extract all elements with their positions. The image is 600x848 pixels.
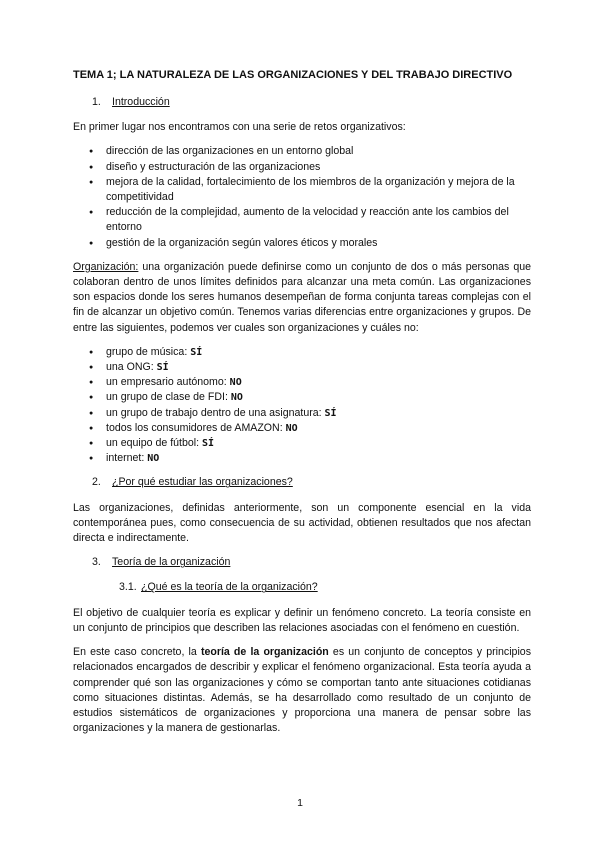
document-title: TEMA 1; LA NATURALEZA DE LAS ORGANIZACIONES Y DEL TRABAJO DIRECTIVO [73,69,513,81]
list-item: ● dirección de las organizaciones en un entorno global [73,144,531,159]
example-answer: SÍ [202,438,215,450]
why-paragraph: Las organizaciones, definidas anteriormente, son un componente esencial en la vida contemporánea pues, como consecuencia de su actividad, obtienen resultados que nos afectan directa e indirectamente. [73,501,531,545]
theory-p2-rest: es un conjunto de conceptos y principios relacionados encargados de describir y explicar el fenómeno organizacional. Esta teoría ayuda a comprender qué son las organizaciones y cómo se comportan tanto ante situaciones cotidianas como situaciones distintas. Además, se ha desarrollado como resultado de un conjunto de estudios sistemáticos de organizaciones y proporciona una manera de pensar sobre las organizaciones y la manera de gestionarlas. [73,646,531,735]
intro-lead: En primer lugar nos encontramos con una serie de retos organizativos: [73,121,406,134]
example-answer: SÍ [156,362,169,374]
example-label: una ONG: [106,361,157,374]
organization-definition-text: una organización puede definirse como un conjunto de dos o más personas que colaboran dentro de unos límites definidos para alcanzar una meta común. Las organizaciones son espacios donde los seres humanos desempeñan de forma conjunta tareas complejas con el fin de alcanzar un objetivo común. Tenemos varias diferencias entre organizaciones y grupos. De entre las siguientes, podemos ver cuales son organizaciones y cuáles no: [73,260,531,334]
examples-list [73,345,531,467]
example-answer: NO [147,453,160,465]
list-item [73,436,531,451]
example-answer: SÍ [324,407,337,419]
section-3-1-number: 3.1. [119,581,137,594]
theory-p2-start: En este caso concreto, la [73,646,201,659]
theory-paragraph-1: El objetivo de cualquier teoría es explicar y definir un fenómeno concreto. La teoría consiste en un conjunto de principios que describen las relaciones asociadas con el fenómeno en cuestión. [73,606,531,634]
list-item: ● diseño y estructuración de las organizaciones [73,160,531,175]
list-item: ● gestión de la organización según valores éticos y morales [73,236,531,251]
example-answer: SÍ [190,346,203,358]
example-label: un grupo de clase de FDI: [106,391,231,404]
list-item: ● reducción de la complejidad, aumento de la velocidad y reacción ante los cambios del entorno [73,205,531,235]
section-1-heading [73,95,531,110]
section-1-number: 1. [92,96,101,108]
list-item [73,406,531,421]
example-label: un grupo de trabajo dentro de una asignatura: [106,406,325,419]
section-2-title: ¿Por qué estudiar las organizaciones? [112,476,293,489]
list-item [73,360,531,375]
example-label: un equipo de fútbol: [106,437,203,450]
example-label: todos los consumidores de AMAZON: [106,421,286,434]
document-body [73,68,531,745]
section-3-number: 3. [92,556,101,569]
section-2-heading [73,475,531,490]
organization-definition [73,260,531,336]
list-item: ● mejora de la calidad, fortalecimiento de los miembros de la organización y mejora de la competitividad [73,175,531,205]
example-answer: NO [230,392,243,404]
list-item [73,345,531,360]
example-answer: NO [285,422,298,434]
example-label: grupo de música: [106,345,191,358]
challenges-list [73,144,531,250]
theory-paragraph-2 [73,645,531,736]
section-1-title: Introducción [112,96,170,108]
section-2-number: 2. [92,476,101,489]
list-item [73,375,531,390]
organization-term: Organización: [73,260,139,273]
list-item [73,390,531,405]
theory-term: teoría de la organización [200,646,329,659]
section-3-heading [73,555,531,570]
section-3-title: Teoría de la organización [112,556,231,569]
section-3-1-title: ¿Qué es la teoría de la organización? [141,581,318,594]
list-item [73,421,531,436]
example-label: internet: [106,452,148,465]
section-3-1-heading [73,580,531,595]
page-number: 1 [297,797,303,809]
example-answer: NO [229,377,242,389]
list-item [73,451,531,466]
example-label: un empresario autónomo: [106,376,230,389]
